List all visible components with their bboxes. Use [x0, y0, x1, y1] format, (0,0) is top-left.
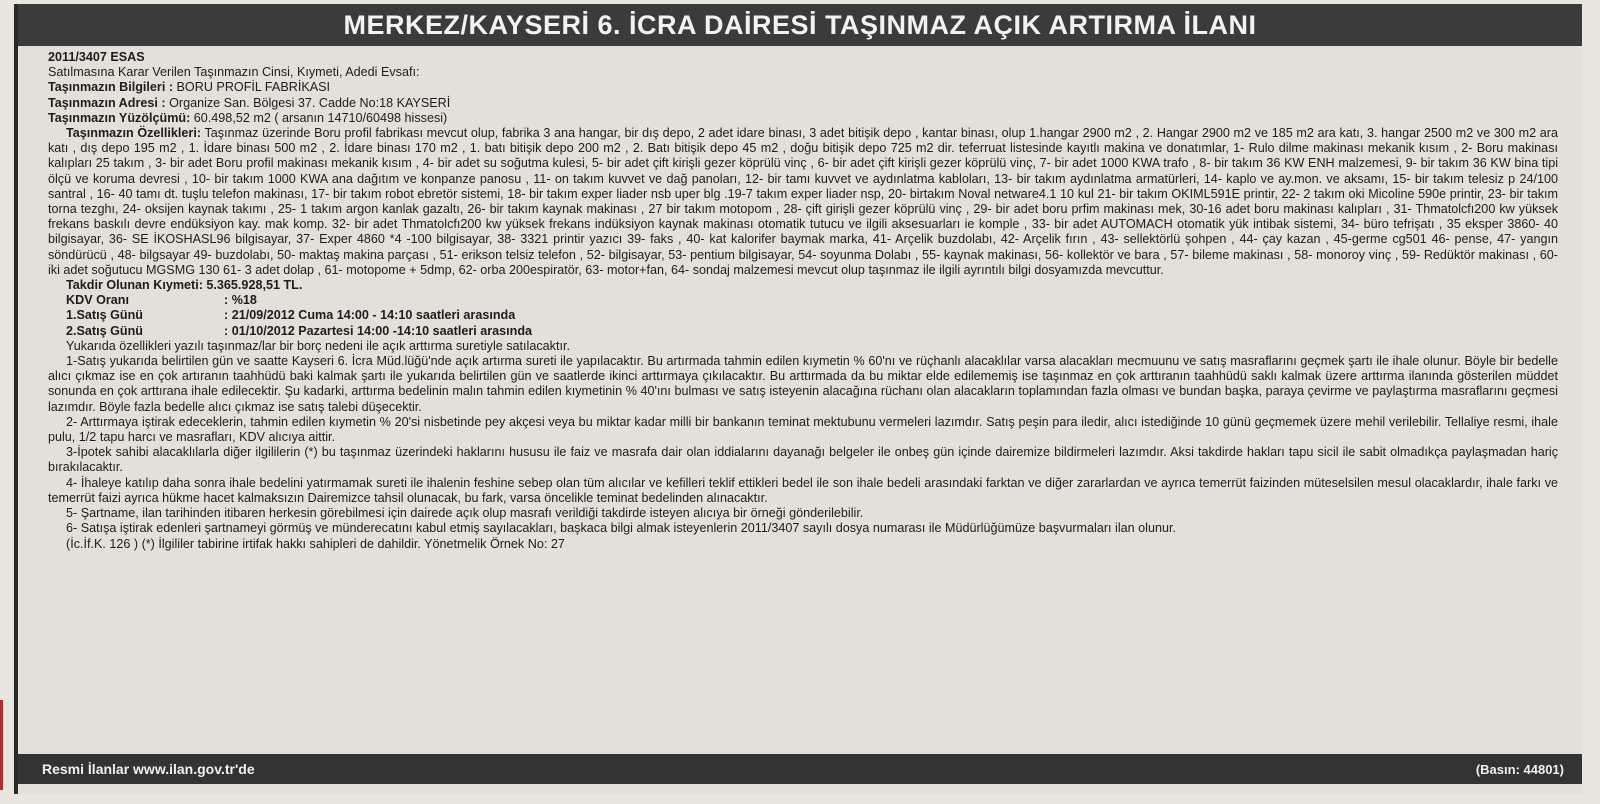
notice-title: MERKEZ/KAYSERİ 6. İCRA DAİRESİ TAŞINMAZ AÇIK ARTIRMA İLANI	[343, 9, 1257, 40]
detail-value: : %18	[224, 293, 257, 308]
property-area-row	[48, 111, 1558, 126]
notice-header	[18, 4, 1582, 46]
property-address-row	[48, 96, 1558, 111]
edge-mark	[0, 700, 3, 790]
footer-website-note: Resmi İlanlar www.ilan.gov.tr'de	[42, 761, 255, 777]
property-address-value: Organize San. Bölgesi 37. Cadde No:18 KAYSERİ	[169, 95, 451, 110]
property-address-label: Taşınmazın Adresi :	[48, 95, 166, 110]
property-features-value: Taşınmaz üzerinde Boru profil fabrikası mevcut olup, fabrika 3 ana hangar, bir dış depo, 2 adet idare binası, 3 adet bitişik depo , kantar binası, olup 1.hangar 2900 m2 , 2. Hangar 2900 m2 ve 185 m2 ara katı, 3. hangar 2500 m2 ve 300 m2 ara katı , dış depo 195 m2 , 1. İdare binası 500 m2 , 2. İdare binası 170 m2 , 1. batı bitişik depo 200 m2 , 2. Batı bitişik depo 45 m2 , doğu bitişik depo 725 m2 dir. teferruat listesinde kayıtlı makina ve donatımlar, 1- Rulo dilme makinası mekanik kısım , 2- Boru makinası kalıpları 25 takım , 3- bir adet Boru profil makinası mekanik kısım , 4- bir adet su soğutma kulesi, 5- bir adet çift kirişli gezer köprülü vinç , 6- bir adet çift kirişli gezer köprülü vinç, 7- bir adet 1000 KWA trafo , 8- bir takım 36 KW ENH malzemesi, 9- bir takım 36 KW bina tipi ölçü ve koruma devresi , 10- bir takım 1000 KWA ana dağıtım ve konpanze panosu , 11- on takım kuvvet ve dağ panoları, 12- bir tamı kuvvet ve aydınlatma kabloları, 13- bir takım aydınlatma armatürleri, 14- kaplo ve ay.mon. ve aksamı, 15- bir takım telesiz p 24/100 santral , 16- 40 tamı dt. tuşlu telefon makinası, 17- bir takım robot ebretör sistemi, 18- bir takım exper liader nsb uper blg .19-7 takım exper liader nsp, 20- birtakım Noval netware4.1 10 kul 21- bir takım OKIML591E printir, 22- 2 takım oki Micoline 590e printir, 23- bir takım torna tezghı, 24- oksijen kaynak takımı , 25- 1 takım argon kanlak gazaltı, 26- bir takım kaynak makinası , 27 bir takım motopom , 28- çift girişli gezer köprülü vinç , 29- bir adet boru prfim makinası mek, 30-16 adet boru makinası kalıpları , 31- Thmatolcfı200 kw yüksek frekans baskılı devre endüksiyon kay. mak komp. 32- bir adet Thmatolcfı200 kw yüksek frekans indüksiyon kaynak makinası otomatik tutucu ve ilgili aksesuarları ie komple , 33- bir adet AUTOMACH otomatik yük intibak sistemi, 34- büro tefrişatı , 35 eksper 3860- 40 bilgisayar, 36- SE İKOSHASL96 bilgisayar, 37- Exper 4860 *4 -100 bilgisayar, 38- 3321 printir yazıcı 39- faks , 40- kat kalorifer baymak marka, 41- Arçelik buzdolabı, 42- Arçelik fırın , 43- sellektörlü şohpen , 44- çay kazan , 45-germe cg501 46- pense, 47- yangın söndürücü , 48- bilgsayar 49- buzdolabı, 50- maktaş makina parçası , 51- erikson telsiz telefon , 52- bilgisayar, 53- pentium bilgisayar, 54- soyunma Dolabı , 55- kaynak makinası, 56- kollektör ve bara , 57- bileme makinası , 58- monoroy vinç , 59- Redüktör makinası , 60- iki adet soğutucu MGSMG 130 61- 3 adet dolap , 61- motopome + 5dmp, 62- orba 200espiratör, 63- motor+fan, 64- sondaj malzemesi mevcut olup taşınmaz ile ilgili ayrıntılı bilgi dosyamızda mevcuttur.	[48, 126, 1558, 277]
detail-key: 2.Satış Günü	[66, 323, 143, 338]
press-number: (Basın: 44801)	[1475, 761, 1564, 777]
property-info-label: Taşınmazın Bilgileri :	[48, 80, 174, 95]
paragraph-2: 2- Arttırmaya iştirak edeceklerin, tahmin edilen kıymetin % 20'si nisbetinde pey akçesi veya bu miktar kadar milli bir bankanın teminat mektubunu vermeleri lazımdır. Satış peşin para iledir, alıcı istediğinde 10 günü geçmemek üzere mehil verilebilir. Tellaliye resmi, ihale pulu, 1/2 tapu harcı ve masrafları, KDV alıcıya aittir.	[48, 414, 1558, 445]
detail-row-first-sale	[48, 308, 1558, 323]
detail-key: 1.Satış Günü	[66, 308, 143, 323]
valuation-value: 5.365.928,51 TL.	[206, 278, 303, 293]
paragraph-6: 6- Satışa iştirak edenleri şartnameyi görmüş ve münderecatını kabul etmiş sayılacakları, başkaca bilgi almak isteyenlerin 2011/3407 sayılı dosya numarası ile Müdürlüğümüze başvurmaları ilan olunur.	[66, 521, 1176, 536]
property-features-label: Taşınmazın Özellikleri:	[66, 126, 202, 141]
detail-row-second-sale	[48, 324, 1558, 339]
valuation-row	[48, 278, 1558, 293]
detail-row-vat	[48, 293, 1558, 308]
detail-value: : 01/10/2012 Pazartesi 14:00 -14:10 saatleri arasında	[224, 323, 533, 338]
paragraph-1: 1-Satış yukarıda belirtilen gün ve saatte Kayseri 6. İcra Müd.lüğü'nde açık artırma sureti ile yapılacaktır. Bu artırmada tahmin edilen kıymetin % 60'nı ve rüçhanlı alacaklılar varsa alacakları mecmuunu ve satış masraflarını geçmek şartı ile ihale olunur. Böyle bir bedelle alıcı çıkmaz ise en çok artıranın taahhüdü baki kalmak şartı ile yukarıda belirtilen gün ve saatlerde ikinci arttırmaya çıkılacaktır. Bu arttırmada da bu miktar elde edilememiş ise taşınmaz en çok arttıranın taahhüdü saklı kalmak üzere arttırma ilanında gösterilen müddet sonunda en çok arttırana ihale edilecektir. Şu kadarki, arttırma bedelinin malın tahmin edilen kıymetinin % 40'ını bulması ve satış isteyenin alacağına rüchanı olan alacakların toplamından fazla olması ve bundan başka, paraya çevirme ve paylaştırma masraflarını geçmesi lazımdır. Böyle fazla bedelle alıcı çıkmaz ise satış talebi düşecektir.	[48, 354, 1558, 414]
property-area-label: Taşınmazın Yüzölçümü:	[48, 110, 191, 125]
case-number: 2011/3407 ESAS	[48, 50, 145, 64]
paragraph-intro: Yukarıda özellikleri yazılı taşınmaz/lar bir borç nedeni ile açık arttırma suretiyle satılacaktır.	[66, 338, 570, 353]
valuation-label: Takdir Olunan Kıymeti:	[66, 278, 203, 293]
closing-note: (İc.İf.K. 126 ) (*) İlgililer tabirine irtifak hakkı sahipleri de dahildir. Yönetmelik Örnek No: 27	[66, 536, 565, 551]
auction-notice	[14, 4, 1582, 794]
property-info-value: BORU PROFİL FABRİKASI	[176, 80, 331, 95]
notice-body	[48, 50, 1558, 552]
property-info-row	[48, 80, 1558, 95]
notice-footer	[18, 754, 1582, 784]
paragraph-5: 5- Şartname, ilan tarihinden itibaren herkesin görebilmesi için dairede açık olup masrafı verildiği takdirde isteyen alıcıya bir örneği gönderilebilir.	[66, 506, 864, 521]
detail-value: : 21/09/2012 Cuma 14:00 - 14:10 saatleri arasında	[224, 308, 516, 323]
case-intro: Satılmasına Karar Verilen Taşınmazın Cinsi, Kıymeti, Adedi Evsafı:	[48, 65, 420, 80]
detail-key: KDV Oranı	[66, 293, 129, 308]
paragraph-4: 4- İhaleye katılıp daha sonra ihale bedelini yatırmamak sureti ile ihalenin feshine sebep olan tüm alıcılar ve kefilleri teklif ettikleri bedel ile son ihale bedeli arasındaki farktan ve diğer zararlardan ve ayrıca temerrüt faizinden müteselsilen mesul olacaklardır, ihale farkı ve temerrüt faizi ayrıca hükme hacet kalmaksızın Dairemizce tahsil olunacak, bu fark, varsa öncelikle teminat bedelinden alınacaktır.	[48, 475, 1558, 505]
paragraph-3: 3-İpotek sahibi alacaklılarla diğer ilgililerin (*) bu taşınmaz üzerindeki haklarını hususu ile faiz ve masrafa dair olan iddialarını dayanağı belgeler ile onbeş gün içinde dairemize bildirmeleri lazımdır. Aksi takdirde hakları tapu sicil ile sabit olmadıkça paylaşmadan hariç bırakılacaktır.	[48, 445, 1558, 475]
property-area-value: 60.498,52 m2 ( arsanın 14710/60498 hissesi)	[193, 110, 448, 125]
property-features-paragraph	[48, 126, 1558, 278]
